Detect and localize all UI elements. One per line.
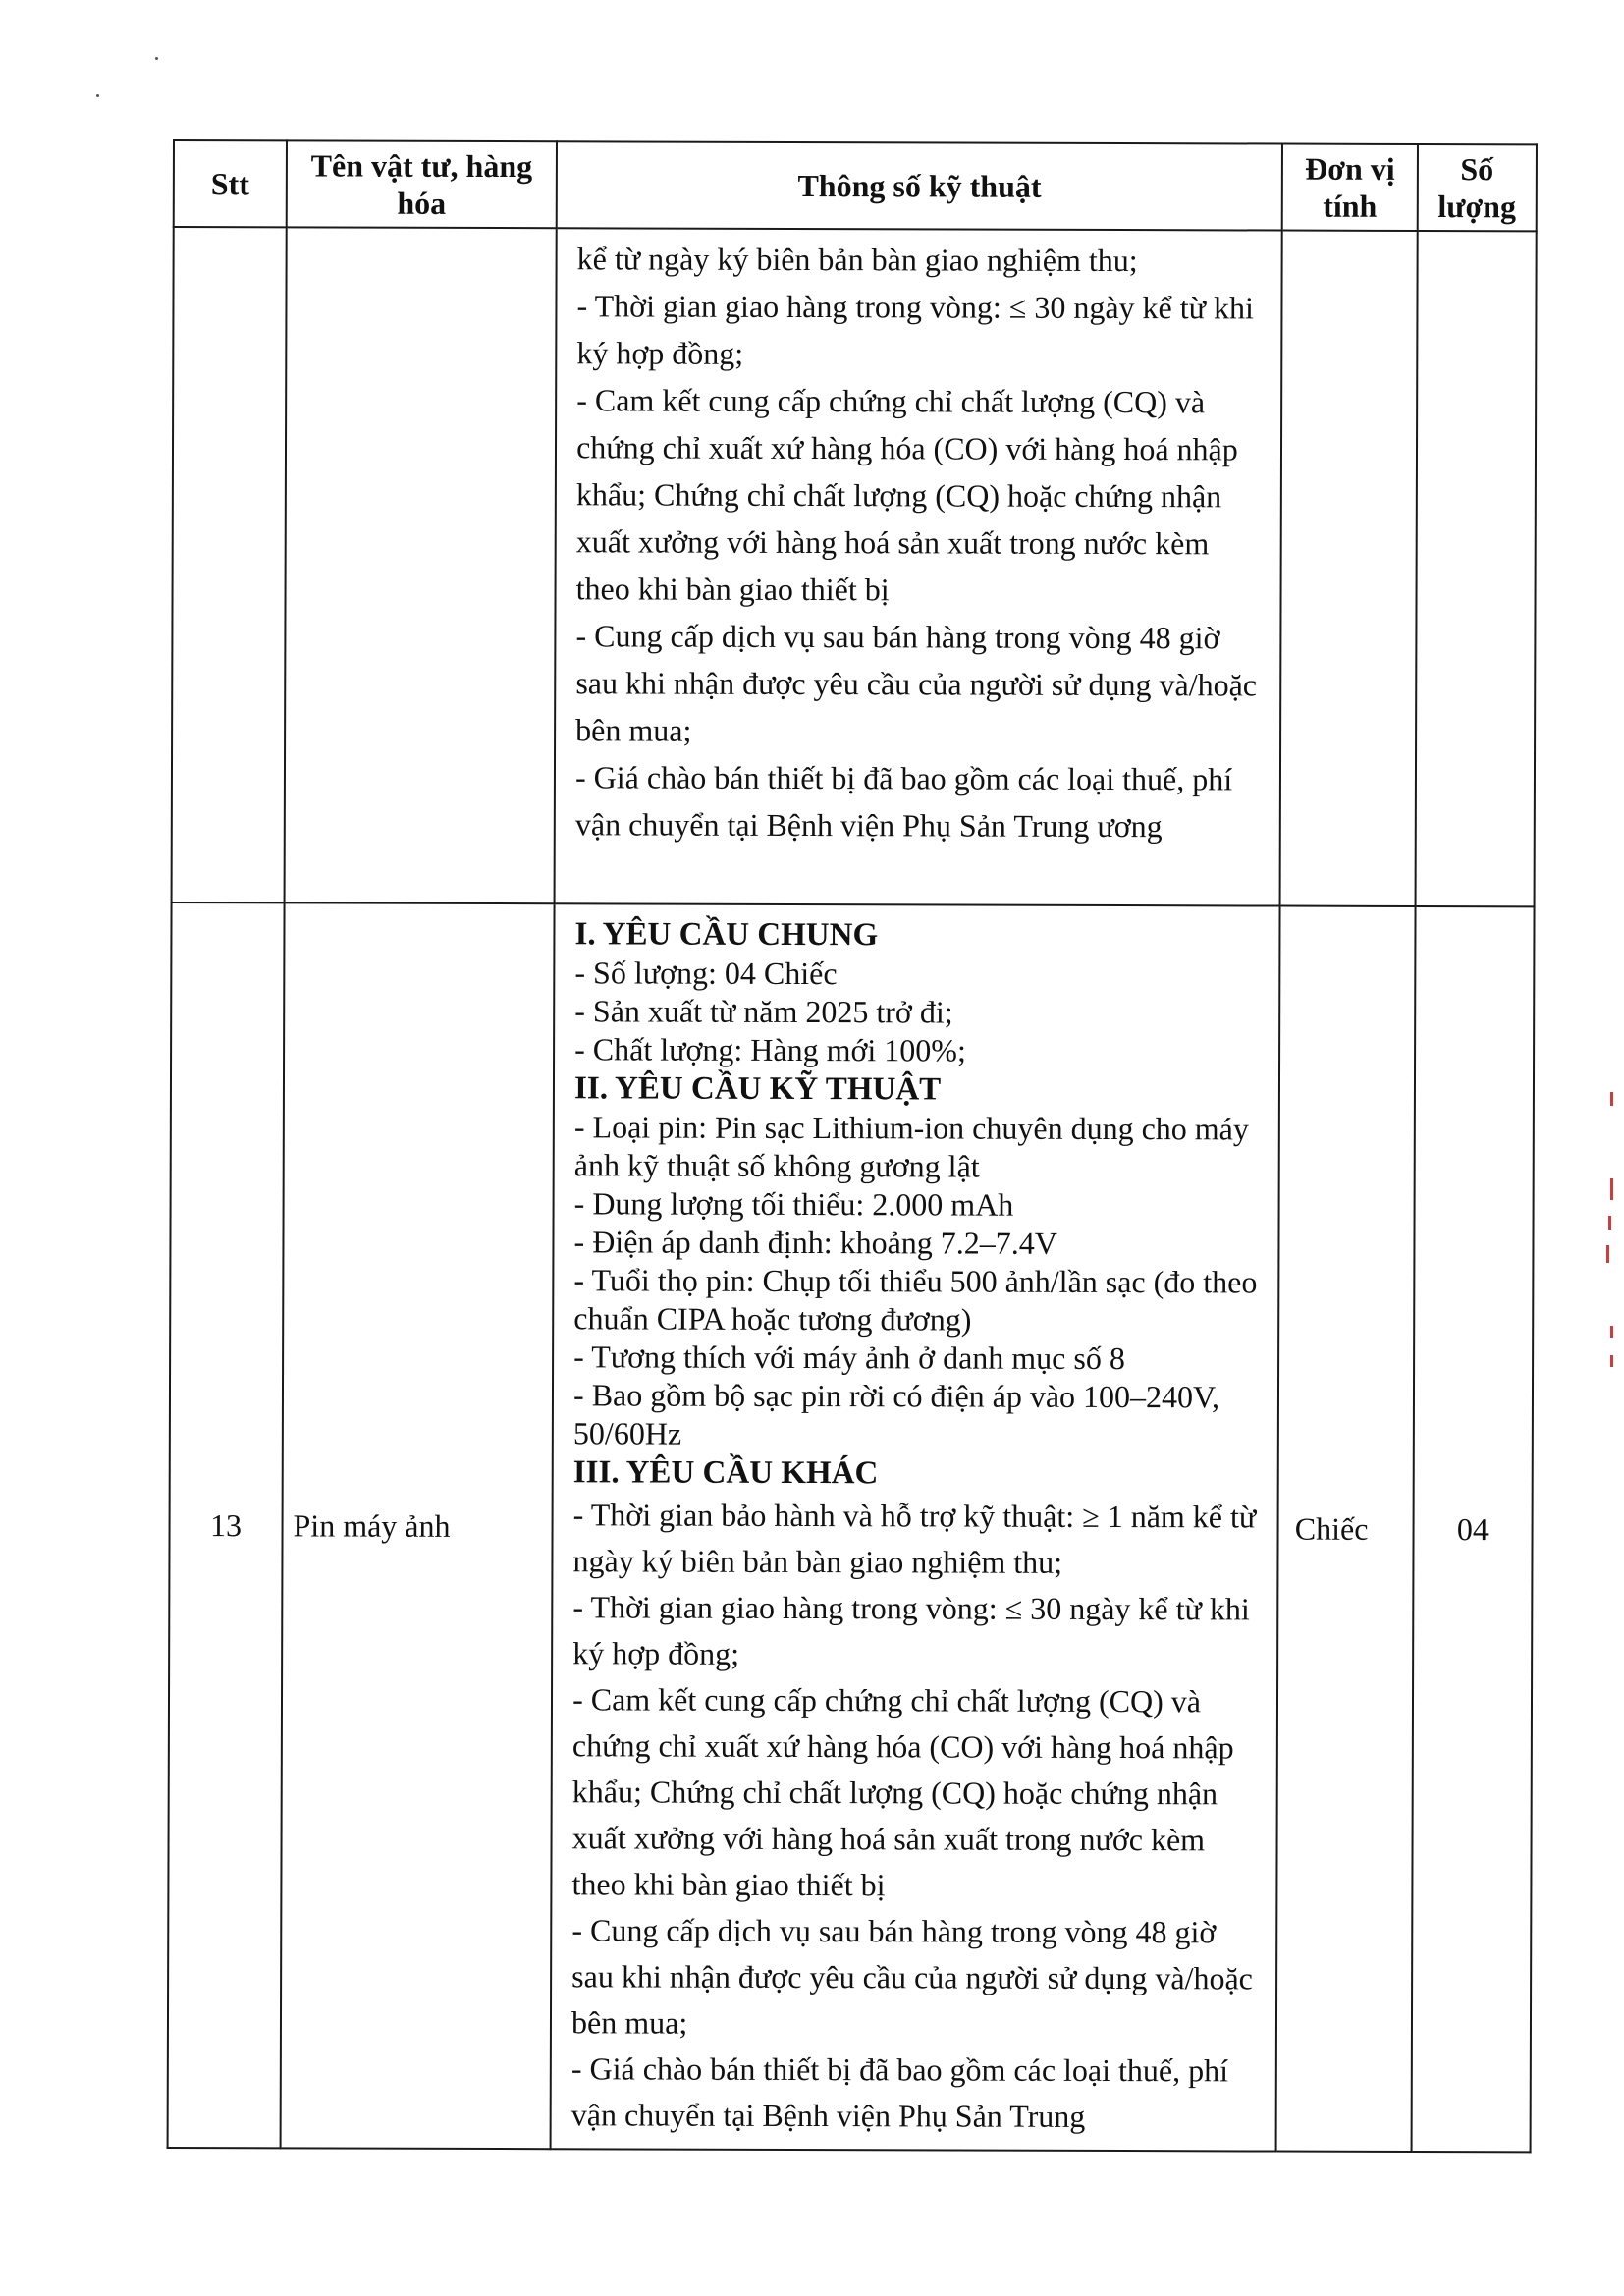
spec-line: - Thời gian bảo hành và hỗ trợ kỹ thuật: ≥ 1 năm kể từ ngày ký biên bản bàn giao nghiệm thu; <box>572 1497 1257 1580</box>
cell-quantity: 04 <box>1411 906 1534 2152</box>
spec-line: - Cam kết cung cấp chứng chỉ chất lượng (CQ) và chứng chỉ xuất xứ hàng hóa (CO) với hàng hoá nhập khẩu; Chứng chỉ chất lượng (CQ) hoặc chứng nhận xuất xưởng với hàng hoá sản xuất trong nước kèm theo khi bàn giao thiết bị <box>571 1681 1234 1903</box>
header-stt: Stt <box>174 140 287 227</box>
margin-stamp-mark <box>1608 1216 1611 1230</box>
technical-spec-table <box>167 139 1538 2153</box>
margin-stamp-mark <box>1606 1245 1609 1263</box>
spec-line: - Cam kết cung cấp chứng chỉ chất lượng (CQ) và chứng chỉ xuất xứ hàng hóa (CO) với hàng hoá nhập khẩu; Chứng chỉ chất lượng (CQ) hoặc chứng nhận xuất xưởng với hàng hoá sản xuất trong nước kèm theo khi bàn giao thiết bị <box>575 382 1238 608</box>
spec-line: - Bao gồm bộ sạc pin rời có điện áp vào 100–240V, 50/60Hz <box>572 1377 1220 1451</box>
header-quantity: Số lượng <box>1418 144 1537 231</box>
header-unit: Đơn vị tính <box>1282 144 1418 231</box>
margin-stamp-mark <box>1610 1326 1613 1338</box>
cell-stt: 13 <box>168 902 285 2148</box>
cell-spec <box>551 903 1280 2151</box>
spec-line: - Giá chào bán thiết bị đã bao gồm các loại thuế, phí vận chuyển tại Bệnh viện Phụ Sản Trung <box>570 2050 1229 2134</box>
margin-stamp-mark <box>1610 1355 1613 1367</box>
spec-line: - Cung cấp dịch vụ sau bán hàng trong vòng 48 giờ sau khi nhận được yêu cầu của người sử dụng và/hoặc bên mua; <box>575 618 1258 748</box>
table-header-row <box>174 140 1537 231</box>
spec-line: - Loại pin: Pin sạc Lithium-ion chuyên dụng cho máy ảnh kỹ thuật số không gương lật <box>573 1109 1249 1184</box>
spec-line: - Dung lượng tối thiểu: 2.000 mAh <box>573 1185 1014 1223</box>
header-item-name: Tên vật tư, hàng hóa <box>287 140 557 228</box>
scan-speck <box>155 57 158 60</box>
cell-qty-empty <box>1415 231 1536 906</box>
cell-item-name: Pin máy ảnh <box>281 902 555 2149</box>
cell-spec-continued <box>555 228 1282 905</box>
margin-stamp-mark <box>1610 1092 1613 1106</box>
spec-line: - Số lượng: 04 Chiếc <box>574 955 838 992</box>
table-row-13 <box>168 902 1535 2152</box>
spec-line: - Chất lượng: Hàng mới 100%; <box>574 1031 966 1068</box>
spec-line: - Điện áp danh định: khoảng 7.2–7.4V <box>573 1224 1057 1261</box>
cell-unit: Chiếc <box>1276 906 1416 2152</box>
section-title-general: I. YÊU CẦU CHUNG <box>574 916 879 954</box>
spec-line: - Tương thích với máy ảnh ở danh mục số 8 <box>573 1339 1125 1377</box>
spec-line: - Tuổi thọ pin: Chụp tối thiểu 500 ảnh/lần sạc (đo theo chuẩn CIPA hoặc tương đương) <box>573 1262 1258 1338</box>
spec-line: kể từ ngày ký biên bản bàn giao nghiệm thu; <box>576 241 1138 279</box>
cell-name-empty <box>285 227 557 903</box>
header-spec: Thông số kỹ thuật <box>557 141 1282 230</box>
section-title-technical: II. YÊU CẦU KỸ THUẬT <box>574 1070 942 1108</box>
scan-speck <box>96 94 99 97</box>
spec-line: - Thời gian giao hàng trong vòng: ≤ 30 ngày kể từ khi ký hợp đồng; <box>572 1589 1250 1671</box>
cell-unit-empty <box>1280 231 1418 906</box>
spec-line: - Cung cấp dịch vụ sau bán hàng trong vòng 48 giờ sau khi nhận được yêu cầu của người sử dụng và/hoặc bên mua; <box>571 1912 1253 2041</box>
table-row-continued <box>172 227 1537 906</box>
cell-stt-empty <box>172 227 287 902</box>
margin-stamp-mark <box>1610 1178 1613 1200</box>
section-title-other: III. YÊU CẦU KHÁC <box>572 1454 879 1492</box>
spec-line: - Thời gian giao hàng trong vòng: ≤ 30 ngày kể từ khi ký hợp đồng; <box>576 288 1254 371</box>
spec-line: - Sản xuất từ năm 2025 trở đi; <box>574 993 953 1030</box>
spec-line: - Giá chào bán thiết bị đã bao gồm các loại thuế, phí vận chuyển tại Bệnh viện Phụ Sản Trung ương <box>574 759 1233 845</box>
